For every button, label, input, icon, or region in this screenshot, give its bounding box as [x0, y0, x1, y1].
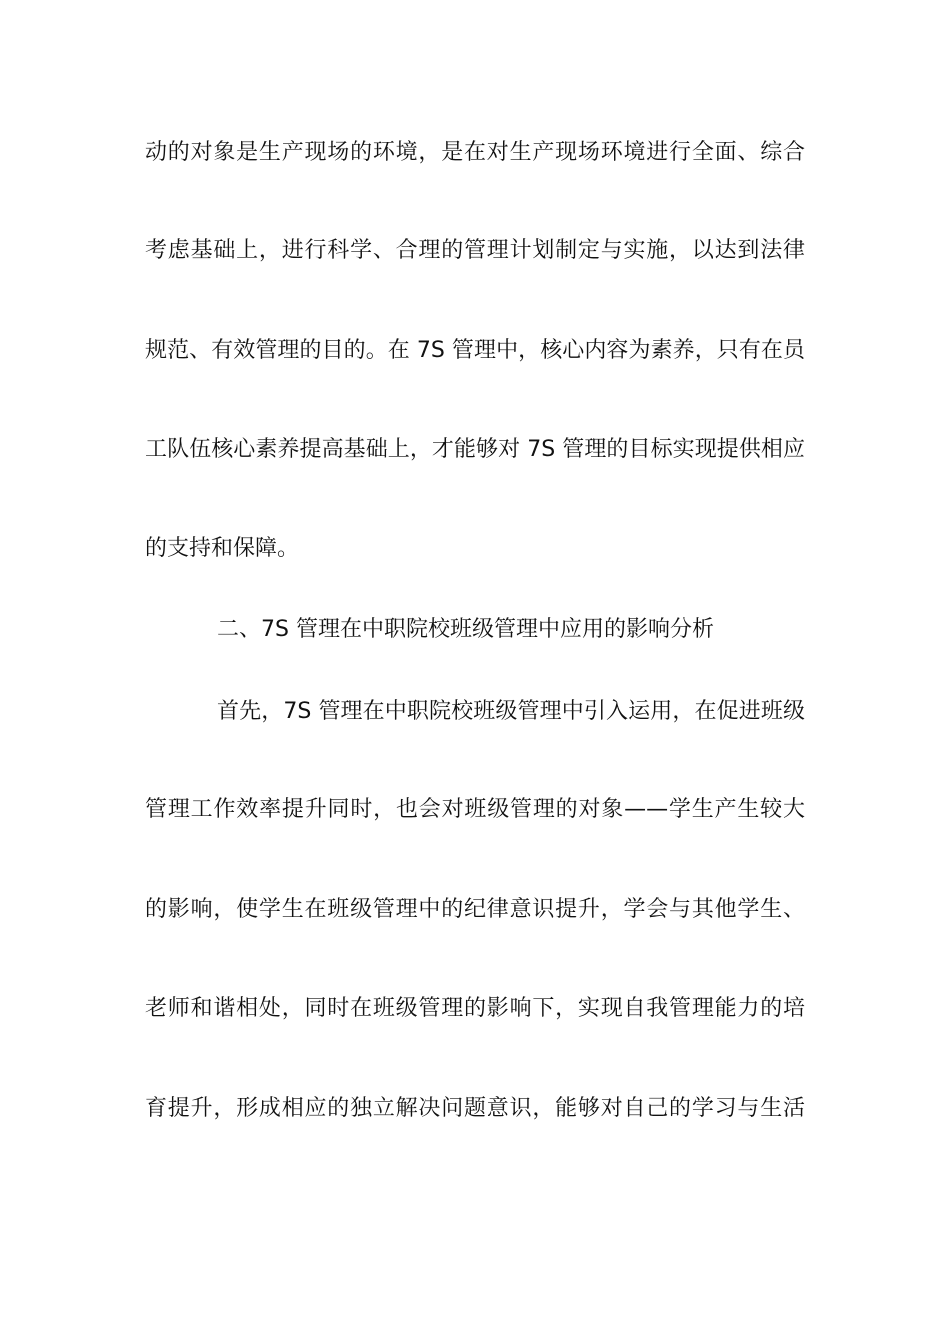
- paragraph-line: 工队伍核心素养提高基础上，才能够对 7S 管理的目标实现提供相应: [145, 437, 805, 462]
- paragraph-line: 育提升，形成相应的独立解决问题意识，能够对自己的学习与生活: [145, 1096, 805, 1121]
- paragraph-line: 的支持和保障。: [145, 536, 300, 561]
- paragraph-line: 动的对象是生产现场的环境，是在对生产现场环境进行全面、综合: [145, 140, 805, 165]
- paragraph-line: 的影响，使学生在班级管理中的纪律意识提升，学会与其他学生、: [145, 897, 805, 922]
- paragraph-line: 老师和谐相处，同时在班级管理的影响下，实现自我管理能力的培: [145, 996, 805, 1021]
- paragraph-line: 考虑基础上，进行科学、合理的管理计划制定与实施，以达到法律: [145, 238, 805, 263]
- paragraph-line: 规范、有效管理的目的。在 7S 管理中，核心内容为素养，只有在员: [145, 338, 805, 363]
- paragraph-line: 管理工作效率提升同时，也会对班级管理的对象——学生产生较大: [145, 797, 805, 822]
- paragraph-line: 首先，7S 管理在中职院校班级管理中引入运用，在促进班级: [217, 699, 805, 724]
- section-heading: 二、7S 管理在中职院校班级管理中应用的影响分析: [217, 617, 714, 642]
